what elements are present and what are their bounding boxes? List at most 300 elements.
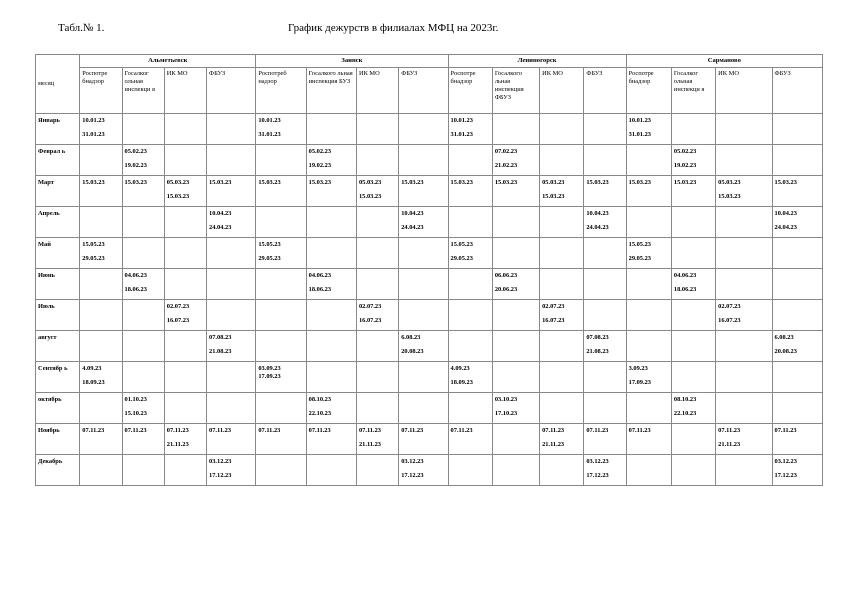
agency-header: ИК МО xyxy=(164,68,206,114)
duty-cell xyxy=(772,269,822,300)
duty-date: 15.03.23 xyxy=(542,193,565,200)
duty-date: 05.02.23 xyxy=(124,148,147,155)
duty-cell xyxy=(716,393,772,424)
duty-cell xyxy=(80,393,122,424)
duty-cell xyxy=(448,114,492,145)
duty-cell xyxy=(671,145,715,176)
duty-cell xyxy=(256,114,306,145)
duty-cell xyxy=(626,269,671,300)
duty-date: 08.10.23 xyxy=(308,396,332,403)
duty-cell xyxy=(716,145,772,176)
agency-header: ФБУЗ xyxy=(207,68,256,114)
duty-date: 06.06.23 xyxy=(494,272,518,279)
agency-header: ФБУЗ xyxy=(772,68,822,114)
table-row xyxy=(36,424,823,455)
duty-date: 21.02.23 xyxy=(494,162,518,169)
duty-cell xyxy=(164,238,206,269)
duty-date: 10.04.23 xyxy=(401,210,424,217)
duty-cell xyxy=(306,331,356,362)
duty-cell xyxy=(448,269,492,300)
agency-header: Роспотреб надзор xyxy=(256,68,306,114)
agency-header: Роспотре бнадзор xyxy=(448,68,492,114)
duty-cell xyxy=(584,269,626,300)
duty-cell xyxy=(256,424,306,455)
duty-date: 16.07.23 xyxy=(718,317,741,324)
month-cell: Июль xyxy=(36,300,80,331)
duty-cell xyxy=(356,424,398,455)
table-row xyxy=(36,393,823,424)
duty-date: 08.10.23 xyxy=(673,396,697,403)
duty-cell xyxy=(671,331,715,362)
duty-date: 10.04.23 xyxy=(209,210,232,217)
duty-date: 6.08.23 xyxy=(774,334,794,341)
duty-cell xyxy=(80,455,122,486)
duty-date: 15.05.23 xyxy=(450,241,473,248)
duty-date: 20.08.23 xyxy=(401,348,424,355)
duty-cell xyxy=(164,455,206,486)
duty-cell xyxy=(256,455,306,486)
agency-header: ФБУЗ xyxy=(399,68,448,114)
duty-cell xyxy=(626,393,671,424)
duty-cell xyxy=(716,424,772,455)
duty-cell xyxy=(671,455,715,486)
duty-cell xyxy=(207,145,256,176)
duty-date: 15.03.23 xyxy=(308,179,332,186)
duty-date: 15.05.23 xyxy=(82,241,105,248)
duty-date: 10.04.23 xyxy=(774,210,797,217)
duty-cell xyxy=(306,145,356,176)
duty-date: 4.09.23 xyxy=(82,365,102,372)
duty-cell xyxy=(772,331,822,362)
duty-cell xyxy=(584,362,626,393)
duty-cell xyxy=(256,207,306,238)
duty-cell xyxy=(399,331,448,362)
table-row xyxy=(36,238,823,269)
duty-cell xyxy=(122,331,164,362)
duty-date: 02.07.23 xyxy=(542,303,565,310)
agency-header: Роспотре бнадзор xyxy=(80,68,122,114)
duty-cell xyxy=(671,176,715,207)
duty-cell xyxy=(306,300,356,331)
duty-cell xyxy=(164,331,206,362)
duty-date: 20.08.23 xyxy=(774,348,797,355)
duty-cell xyxy=(540,238,584,269)
duty-cell xyxy=(671,424,715,455)
duty-cell xyxy=(584,331,626,362)
duty-cell xyxy=(492,455,539,486)
duty-cell xyxy=(164,145,206,176)
duty-date: 19.02.23 xyxy=(308,162,332,169)
duty-date: 15.03.23 xyxy=(774,179,797,186)
duty-cell xyxy=(671,393,715,424)
duty-cell xyxy=(399,207,448,238)
month-cell: Ноябрь xyxy=(36,424,80,455)
duty-date: 15.05.23 xyxy=(628,241,651,248)
duty-cell xyxy=(256,176,306,207)
duty-date: 01.10.23 xyxy=(124,396,147,403)
duty-cell xyxy=(772,300,822,331)
branch-header-row xyxy=(36,55,823,68)
duty-cell xyxy=(122,176,164,207)
duty-date: 07.11.23 xyxy=(774,427,797,434)
duty-cell xyxy=(448,424,492,455)
duty-cell xyxy=(207,207,256,238)
duty-date: 21.11.23 xyxy=(718,441,741,448)
duty-cell xyxy=(716,207,772,238)
duty-cell xyxy=(448,331,492,362)
duty-cell xyxy=(540,362,584,393)
duty-date: 07.11.23 xyxy=(401,427,424,434)
duty-cell xyxy=(256,269,306,300)
duty-date: 04.06.23 xyxy=(124,272,147,279)
duty-cell xyxy=(492,362,539,393)
duty-date: 15.03.23 xyxy=(673,179,697,186)
duty-cell xyxy=(207,393,256,424)
duty-cell xyxy=(306,207,356,238)
duty-cell xyxy=(80,238,122,269)
duty-cell xyxy=(626,455,671,486)
duty-cell xyxy=(207,424,256,455)
month-cell: Май xyxy=(36,238,80,269)
duty-cell xyxy=(448,362,492,393)
table-number-label: Табл.№ 1. xyxy=(58,22,105,34)
duty-cell xyxy=(716,455,772,486)
duty-cell xyxy=(671,362,715,393)
duty-cell xyxy=(164,300,206,331)
duty-date: 02.07.23 xyxy=(718,303,741,310)
duty-cell xyxy=(399,362,448,393)
duty-date: 05.03.23 xyxy=(542,179,565,186)
duty-cell xyxy=(772,424,822,455)
duty-cell xyxy=(306,362,356,393)
duty-cell xyxy=(306,114,356,145)
duty-cell xyxy=(399,424,448,455)
duty-cell xyxy=(122,393,164,424)
duty-cell xyxy=(80,176,122,207)
duty-date: 07.08.23 xyxy=(209,334,232,341)
table-row xyxy=(36,269,823,300)
duty-date: 15.03.23 xyxy=(586,179,609,186)
duty-date: 05.03.23 xyxy=(718,179,741,186)
table-row xyxy=(36,207,823,238)
duty-date: 31.01.23 xyxy=(258,131,281,138)
duty-date: 10.01.23 xyxy=(82,117,105,124)
duty-date: 21.11.23 xyxy=(358,441,381,448)
duty-cell xyxy=(356,176,398,207)
duty-date: 24.04.23 xyxy=(774,224,797,231)
duty-date: 07.11.23 xyxy=(450,427,473,434)
duty-cell xyxy=(80,424,122,455)
duty-date: 07.08.23 xyxy=(586,334,609,341)
duty-cell xyxy=(492,269,539,300)
duty-date: 07.11.23 xyxy=(124,427,147,434)
duty-cell xyxy=(492,331,539,362)
table-row xyxy=(36,114,823,145)
duty-date: 10.01.23 xyxy=(450,117,473,124)
duty-cell xyxy=(164,114,206,145)
duty-cell xyxy=(80,114,122,145)
duty-cell xyxy=(164,362,206,393)
duty-date: 24.04.23 xyxy=(209,224,232,231)
duty-date: 04.06.23 xyxy=(308,272,332,279)
duty-date: 17.12.23 xyxy=(774,472,797,479)
duty-cell xyxy=(306,238,356,269)
duty-cell xyxy=(256,393,306,424)
duty-cell xyxy=(584,455,626,486)
duty-cell xyxy=(626,145,671,176)
table-row xyxy=(36,176,823,207)
duty-cell xyxy=(492,424,539,455)
duty-cell xyxy=(716,331,772,362)
month-cell: Феврал ь xyxy=(36,145,80,176)
duty-date: 6.08.23 xyxy=(401,334,421,341)
duty-cell xyxy=(772,238,822,269)
duty-cell xyxy=(80,300,122,331)
duty-date: 19.02.23 xyxy=(673,162,697,169)
duty-cell xyxy=(716,176,772,207)
duty-date: 07.11.23 xyxy=(628,427,651,434)
duty-date: 10.01.23 xyxy=(258,117,281,124)
duty-cell xyxy=(492,145,539,176)
duty-cell xyxy=(80,207,122,238)
duty-cell xyxy=(207,238,256,269)
duty-cell xyxy=(399,238,448,269)
duty-table-body xyxy=(36,114,823,486)
month-cell: август xyxy=(36,331,80,362)
duty-cell xyxy=(306,269,356,300)
duty-cell xyxy=(772,207,822,238)
duty-date: 04.06.23 xyxy=(673,272,697,279)
duty-date: 15.03.23 xyxy=(718,193,741,200)
duty-cell xyxy=(584,300,626,331)
duty-date: 17.10.23 xyxy=(494,410,518,417)
duty-cell xyxy=(540,269,584,300)
duty-cell xyxy=(256,145,306,176)
duty-cell xyxy=(256,238,306,269)
duty-date: 17.12.23 xyxy=(586,472,609,479)
duty-cell xyxy=(256,331,306,362)
duty-date: 07.11.23 xyxy=(718,427,741,434)
duty-date: 07.11.23 xyxy=(308,427,331,434)
month-cell: Январь xyxy=(36,114,80,145)
duty-date: 07.11.23 xyxy=(358,427,381,434)
duty-date: 16.07.23 xyxy=(542,317,565,324)
duty-cell xyxy=(626,114,671,145)
table-row xyxy=(36,145,823,176)
duty-cell xyxy=(492,114,539,145)
duty-cell xyxy=(399,114,448,145)
duty-cell xyxy=(540,300,584,331)
duty-cell xyxy=(492,238,539,269)
duty-date: 15.03.23 xyxy=(258,179,281,186)
duty-cell xyxy=(584,176,626,207)
duty-cell xyxy=(164,176,206,207)
table-row xyxy=(36,362,823,393)
duty-cell xyxy=(122,455,164,486)
document-title: График дежурств в филиалах МФЦ на 2023г. xyxy=(288,22,499,34)
duty-cell xyxy=(356,393,398,424)
duty-cell xyxy=(772,176,822,207)
duty-date: 22.10.23 xyxy=(308,410,332,417)
duty-cell xyxy=(80,145,122,176)
duty-date: 19.02.23 xyxy=(124,162,147,169)
duty-date: 29.05.23 xyxy=(450,255,473,262)
month-cell: Июнь xyxy=(36,269,80,300)
branch-header: Заинск xyxy=(256,55,448,68)
table-row xyxy=(36,331,823,362)
duty-date: 03.10.23 xyxy=(494,396,518,403)
duty-cell xyxy=(540,424,584,455)
duty-cell xyxy=(716,300,772,331)
duty-cell xyxy=(399,269,448,300)
duty-date: 07.11.23 xyxy=(586,427,609,434)
duty-cell xyxy=(448,207,492,238)
duty-date: 02.07.23 xyxy=(166,303,190,310)
agency-header: ФБУЗ xyxy=(584,68,626,114)
duty-date: 05.02.23 xyxy=(308,148,332,155)
duty-cell xyxy=(122,362,164,393)
duty-cell xyxy=(772,145,822,176)
duty-date: 18.06.23 xyxy=(308,286,332,293)
duty-cell xyxy=(626,238,671,269)
duty-cell xyxy=(80,269,122,300)
duty-date: 03.12.23 xyxy=(401,458,424,465)
duty-cell xyxy=(626,424,671,455)
duty-cell xyxy=(716,269,772,300)
duty-cell xyxy=(671,238,715,269)
duty-date: 10.04.23 xyxy=(586,210,609,217)
duty-cell xyxy=(772,114,822,145)
duty-cell xyxy=(122,145,164,176)
duty-date: 31.01.23 xyxy=(82,131,105,138)
month-cell: Декабрь xyxy=(36,455,80,486)
duty-date: 18.09.23 xyxy=(82,379,105,386)
duty-cell xyxy=(671,207,715,238)
duty-date: 3.09.23 xyxy=(628,365,648,372)
duty-cell xyxy=(584,238,626,269)
duty-cell xyxy=(164,424,206,455)
duty-cell xyxy=(671,269,715,300)
duty-cell xyxy=(207,176,256,207)
duty-cell xyxy=(772,455,822,486)
duty-date: 15.10.23 xyxy=(124,410,147,417)
duty-cell xyxy=(626,176,671,207)
table-row xyxy=(36,300,823,331)
duty-cell xyxy=(584,393,626,424)
duty-cell xyxy=(122,424,164,455)
duty-cell xyxy=(356,145,398,176)
duty-cell xyxy=(584,145,626,176)
duty-date: 16.07.23 xyxy=(166,317,190,324)
duty-cell xyxy=(626,300,671,331)
table-row xyxy=(36,455,823,486)
duty-cell xyxy=(306,424,356,455)
duty-cell xyxy=(207,331,256,362)
agency-header: Роспотре бнадзор xyxy=(626,68,671,114)
duty-cell xyxy=(540,207,584,238)
duty-date: 17.09.23 xyxy=(628,379,651,386)
duty-cell xyxy=(356,300,398,331)
agency-header: ИК МО xyxy=(540,68,584,114)
duty-cell xyxy=(626,331,671,362)
duty-cell xyxy=(772,362,822,393)
duty-date: 03.12.23 xyxy=(586,458,609,465)
duty-date: 07.11.23 xyxy=(166,427,189,434)
duty-cell xyxy=(164,207,206,238)
duty-date: 24.04.23 xyxy=(586,224,609,231)
duty-cell xyxy=(540,455,584,486)
duty-cell xyxy=(356,362,398,393)
duty-cell xyxy=(626,362,671,393)
duty-cell xyxy=(356,238,398,269)
branch-header: Альметьевск xyxy=(80,55,256,68)
duty-date: 15.03.23 xyxy=(450,179,473,186)
duty-date: 03.12.23 xyxy=(774,458,797,465)
duty-cell xyxy=(584,207,626,238)
duty-cell xyxy=(716,362,772,393)
agency-header: ИК МО xyxy=(356,68,398,114)
duty-date: 29.05.23 xyxy=(628,255,651,262)
duty-cell xyxy=(540,145,584,176)
duty-cell xyxy=(448,393,492,424)
duty-date: 03.12.23 xyxy=(209,458,232,465)
duty-cell xyxy=(772,393,822,424)
duty-cell xyxy=(448,145,492,176)
duty-date: 07.02.23 xyxy=(494,148,518,155)
duty-date: 15.03.23 xyxy=(628,179,651,186)
duty-cell xyxy=(122,207,164,238)
duty-date: 05.03.23 xyxy=(166,179,190,186)
duty-date: 22.10.23 xyxy=(673,410,697,417)
agency-header: Госалког ольная инспекци я xyxy=(122,68,164,114)
duty-cell xyxy=(540,176,584,207)
agency-header-row xyxy=(36,68,823,114)
duty-date: 05.03.23 xyxy=(358,179,382,186)
month-cell: Март xyxy=(36,176,80,207)
duty-cell xyxy=(492,300,539,331)
duty-cell xyxy=(492,393,539,424)
duty-date: 15.03.23 xyxy=(82,179,105,186)
duty-cell xyxy=(207,269,256,300)
duty-cell xyxy=(399,455,448,486)
duty-date: 21.08.23 xyxy=(209,348,232,355)
duty-date: 18.06.23 xyxy=(673,286,697,293)
duty-cell xyxy=(540,331,584,362)
duty-date: 07.11.23 xyxy=(209,427,232,434)
duty-date: 15.03.23 xyxy=(209,179,232,186)
duty-cell xyxy=(122,238,164,269)
month-cell: Сентябр ь xyxy=(36,362,80,393)
duty-cell xyxy=(671,300,715,331)
duty-schedule-table xyxy=(35,54,823,486)
duty-date: 21.11.23 xyxy=(542,441,565,448)
duty-date: 31.01.23 xyxy=(628,131,651,138)
duty-cell xyxy=(716,114,772,145)
duty-date: 18.09.23 xyxy=(450,379,473,386)
duty-cell xyxy=(122,269,164,300)
agency-header: Госалкого льная инспекция ФБУЗ xyxy=(492,68,539,114)
duty-cell xyxy=(356,331,398,362)
agency-header: ИК МО xyxy=(716,68,772,114)
duty-date: 31.01.23 xyxy=(450,131,473,138)
duty-cell xyxy=(448,238,492,269)
duty-date: 29.05.23 xyxy=(258,255,281,262)
duty-cell xyxy=(207,455,256,486)
duty-cell xyxy=(306,455,356,486)
duty-cell xyxy=(492,176,539,207)
duty-date: 03.09.23 17.09.23 xyxy=(258,365,281,380)
duty-cell xyxy=(306,393,356,424)
